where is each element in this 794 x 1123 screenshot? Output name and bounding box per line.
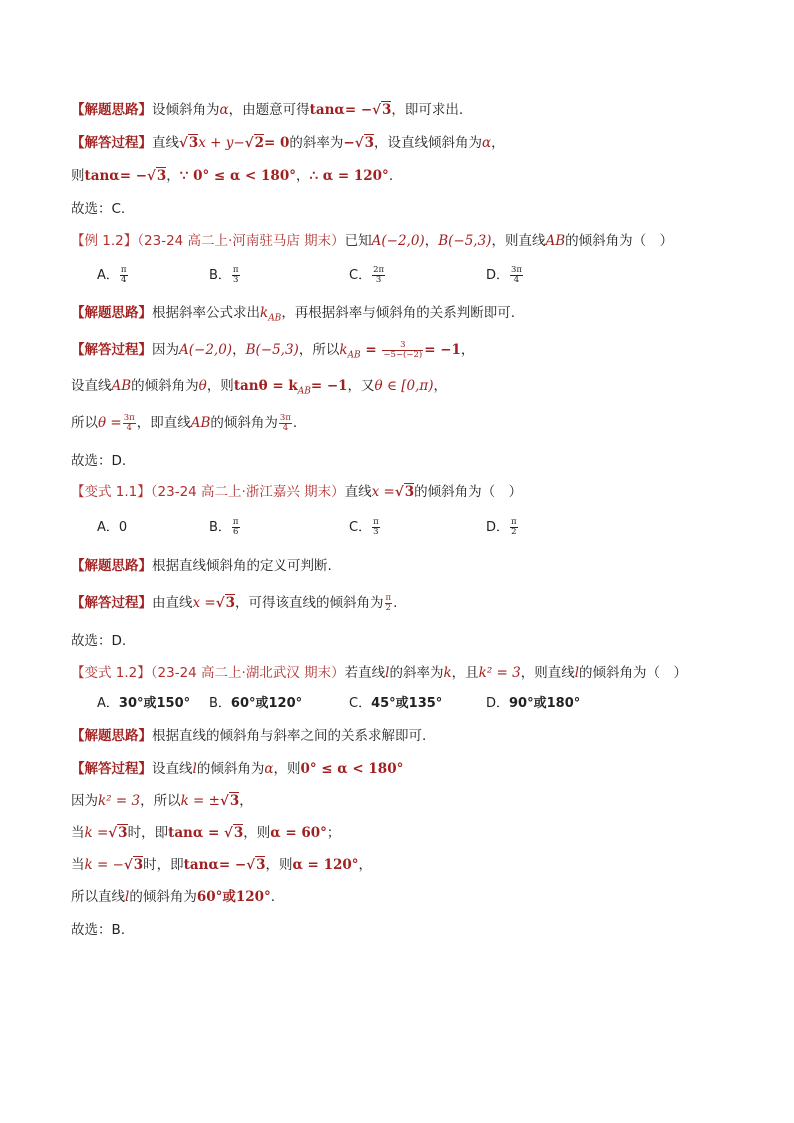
variant-1-2-solution-4: 当k = −√3时，即tanα= −√3，则α = 120°， xyxy=(71,857,372,873)
variant-1-2-solution-5: 所以直线l的倾斜角为60°或120°. xyxy=(71,889,276,905)
example-1-2-solution-2: 设直线AB的倾斜角为θ，则$\tan\theta = k_{AB}= -1$，又θ ∈ [0,π)， xyxy=(71,378,448,397)
answer-line-1: 故选：C. xyxy=(71,201,126,217)
option-d[interactable]: D．90°或180° xyxy=(486,696,581,711)
option-a[interactable]: A． $\frac{\pi}{4}$ xyxy=(97,265,127,285)
option-c[interactable]: C． $\frac{2\pi}{3}$ xyxy=(349,265,385,285)
variant-1-2-solution-1: 【解答过程】设直线l的倾斜角为α，则0° ≤ α < 180° xyxy=(71,761,404,777)
example-1-2-question: 【例 1.2】（23-24 高二上·河南驻马店 期末）已知A(−2,0)，B(−5,3)，则直线AB的倾斜角为（ ） xyxy=(71,233,674,249)
example-1-2-solution-1: 【解答过程】因为A(−2,0)，B(−5,3)，所以$k_{AB}$ = $\frac{3}{-5-(-2)}$ = −1， xyxy=(71,339,475,361)
variant-1-1-solution: 【解答过程】由直线x =√3，可得该直线的倾斜角为 $\frac{\pi}{2}$ . xyxy=(71,592,398,613)
option-b[interactable]: B． $\frac{\pi}{6}$ xyxy=(209,517,239,537)
option-c[interactable]: C． $\frac{\pi}{3}$ xyxy=(349,517,379,537)
example-1-2-answer: 故选：D. xyxy=(71,453,127,469)
option-d[interactable]: D． $\frac{\pi}{2}$ xyxy=(486,517,517,537)
variant-1-1-thought: 【解题思路】根据直线倾斜角的定义可判断. xyxy=(71,558,332,574)
option-b[interactable]: B． $\frac{\pi}{3}$ xyxy=(209,265,239,285)
variant-1-2-question: 【变式 1.2】（23-24 高二上·湖北武汉 期末）若直线l的斜率为k，且k² = 3，则直线l的倾斜角为（ ） xyxy=(71,665,688,681)
variant-1-1-question: 【变式 1.1】（23-24 高二上·浙江嘉兴 期末）直线x =√3的倾斜角为（ ） xyxy=(71,484,523,500)
variant-1-1-answer: 故选：D. xyxy=(71,633,127,649)
option-b[interactable]: B．60°或120° xyxy=(209,696,303,711)
option-a[interactable]: A．0 xyxy=(97,520,128,535)
thought-line-1: 【解题思路】设倾斜角为α，由题意可得tanα= −√3，即可求出. xyxy=(71,102,464,118)
variant-1-2-solution-3: 当k =√3时，即tanα = √3，则α = 60°； xyxy=(71,825,341,841)
variant-1-2-answer: 故选：B. xyxy=(71,922,126,938)
option-d[interactable]: D． $\frac{3\pi}{4}$ xyxy=(486,265,523,285)
option-a[interactable]: A．30°或150° xyxy=(97,696,191,711)
variant-1-2-thought: 【解题思路】根据直线的倾斜角与斜率之间的关系求解即可. xyxy=(71,728,427,744)
tag-thought: 【解题思路】 xyxy=(71,102,152,118)
example-1-2-solution-3: 所以θ = $\frac{3\pi}{4}$ ，即直线AB的倾斜角为 $\frac{3\pi}{4}$ . xyxy=(71,412,298,433)
solution-line-2: 则tanα= −√3，∵ 0° ≤ α < 180°，∴ α = 120°. xyxy=(71,168,394,184)
option-c[interactable]: C．45°或135° xyxy=(349,696,443,711)
example-1-2-thought: 【解题思路】根据斜率公式求出$k_{AB}$，再根据斜率与倾斜角的关系判断即可. xyxy=(71,305,516,324)
variant-1-2-solution-2: 因为k² = 3，所以k = ±√3， xyxy=(71,793,253,809)
tag-solution: 【解答过程】 xyxy=(71,135,152,151)
solution-line-1: 【解答过程】直线√3x + y−√2= 0的斜率为−√3，设直线倾斜角为α， xyxy=(71,135,505,151)
sqrt-3: √3 xyxy=(372,102,392,118)
